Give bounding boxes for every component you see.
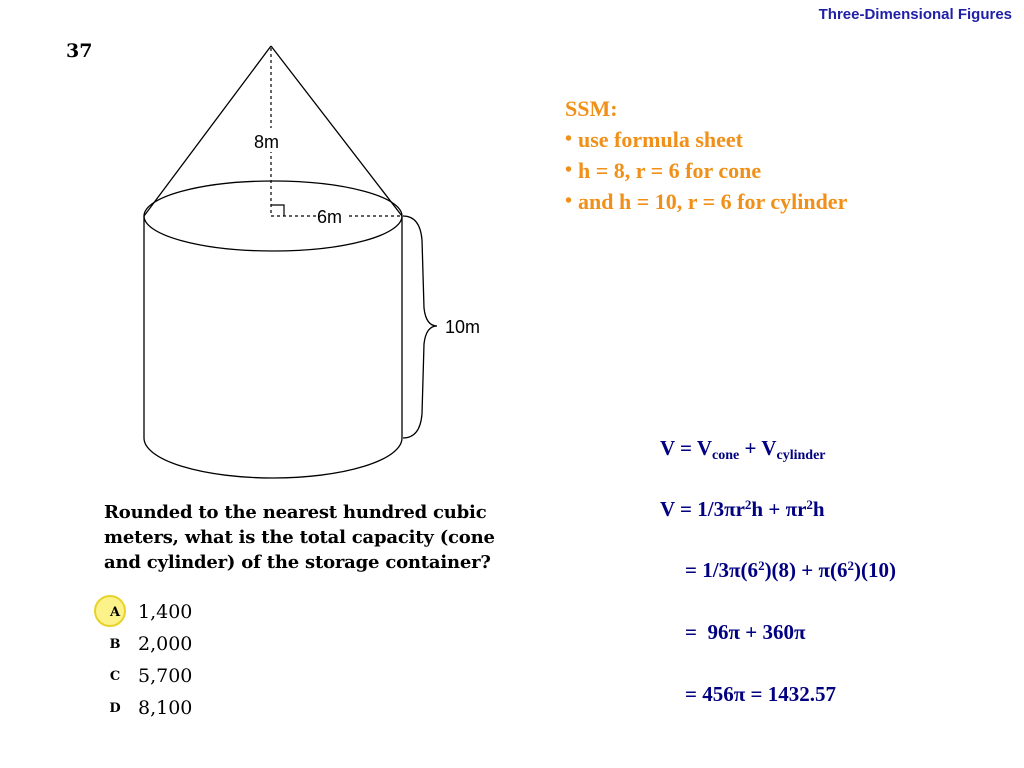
- radius-label: 6m: [317, 207, 343, 227]
- work-text: )(8) + π(6: [764, 558, 848, 582]
- question-line: meters, what is the total capacity (cone: [104, 527, 495, 548]
- work-line-3: [685, 558, 896, 583]
- work-sup: 2: [744, 497, 752, 512]
- answer-choices: [100, 596, 192, 724]
- ssm-title: SSM:: [565, 96, 618, 121]
- work-line-2: [660, 497, 825, 522]
- work-text: )(10): [854, 558, 896, 582]
- work-text: = 1/3π(6: [685, 558, 759, 582]
- work-sub: cylinder: [776, 448, 826, 463]
- cone-left-edge: [144, 46, 271, 216]
- choice-c[interactable]: [100, 660, 192, 692]
- choice-value: 8,100: [138, 697, 193, 719]
- work-sup: 2: [758, 558, 765, 573]
- page-title: Three-Dimensional Figures: [818, 6, 1012, 23]
- choice-a[interactable]: [100, 596, 192, 628]
- cylinder-height-label: 10m: [445, 317, 481, 337]
- work-text: h + πr: [751, 497, 807, 521]
- cone-height-label: 8m: [254, 132, 280, 152]
- question-number: 37: [66, 40, 93, 62]
- choice-letter: A: [109, 604, 121, 620]
- bottom-arc: [144, 438, 402, 478]
- work-text: h: [812, 497, 825, 521]
- work-line-5: = 456π = 1432.57: [685, 682, 836, 706]
- ssm-bullet: • and h = 10, r = 6 for cylinder: [565, 186, 847, 217]
- work-sup: 2: [847, 558, 855, 573]
- choice-letter: C: [109, 668, 121, 684]
- cone-right-edge: [271, 46, 402, 216]
- choice-letter: B: [109, 636, 121, 652]
- ssm-notes: [565, 93, 847, 217]
- ssm-list: [565, 124, 847, 217]
- ssm-bullet: • h = 8, r = 6 for cone: [565, 155, 847, 186]
- work-line-4: = 96π + 360π: [685, 620, 806, 644]
- work-sub: cone: [712, 448, 740, 463]
- choice-value: 5,700: [138, 665, 193, 687]
- work-text: V = V: [660, 436, 713, 460]
- choice-d[interactable]: [100, 692, 192, 724]
- work-text: V = 1/3πr: [660, 497, 745, 521]
- work-text: + V: [739, 436, 777, 460]
- choice-b[interactable]: [100, 628, 192, 660]
- choice-letter: D: [109, 700, 121, 716]
- work-sup: 2: [806, 497, 813, 512]
- right-angle-marker: [271, 205, 284, 216]
- choice-value: 1,400: [138, 601, 193, 623]
- work-line-1: [660, 436, 826, 464]
- height-brace: [403, 216, 437, 438]
- choice-value: 2,000: [138, 633, 193, 655]
- ssm-bullet: • use formula sheet: [565, 124, 847, 155]
- question-line: Rounded to the nearest hundred cubic: [104, 502, 487, 523]
- question-text: [104, 500, 574, 575]
- question-line: and cylinder) of the storage container?: [104, 552, 491, 573]
